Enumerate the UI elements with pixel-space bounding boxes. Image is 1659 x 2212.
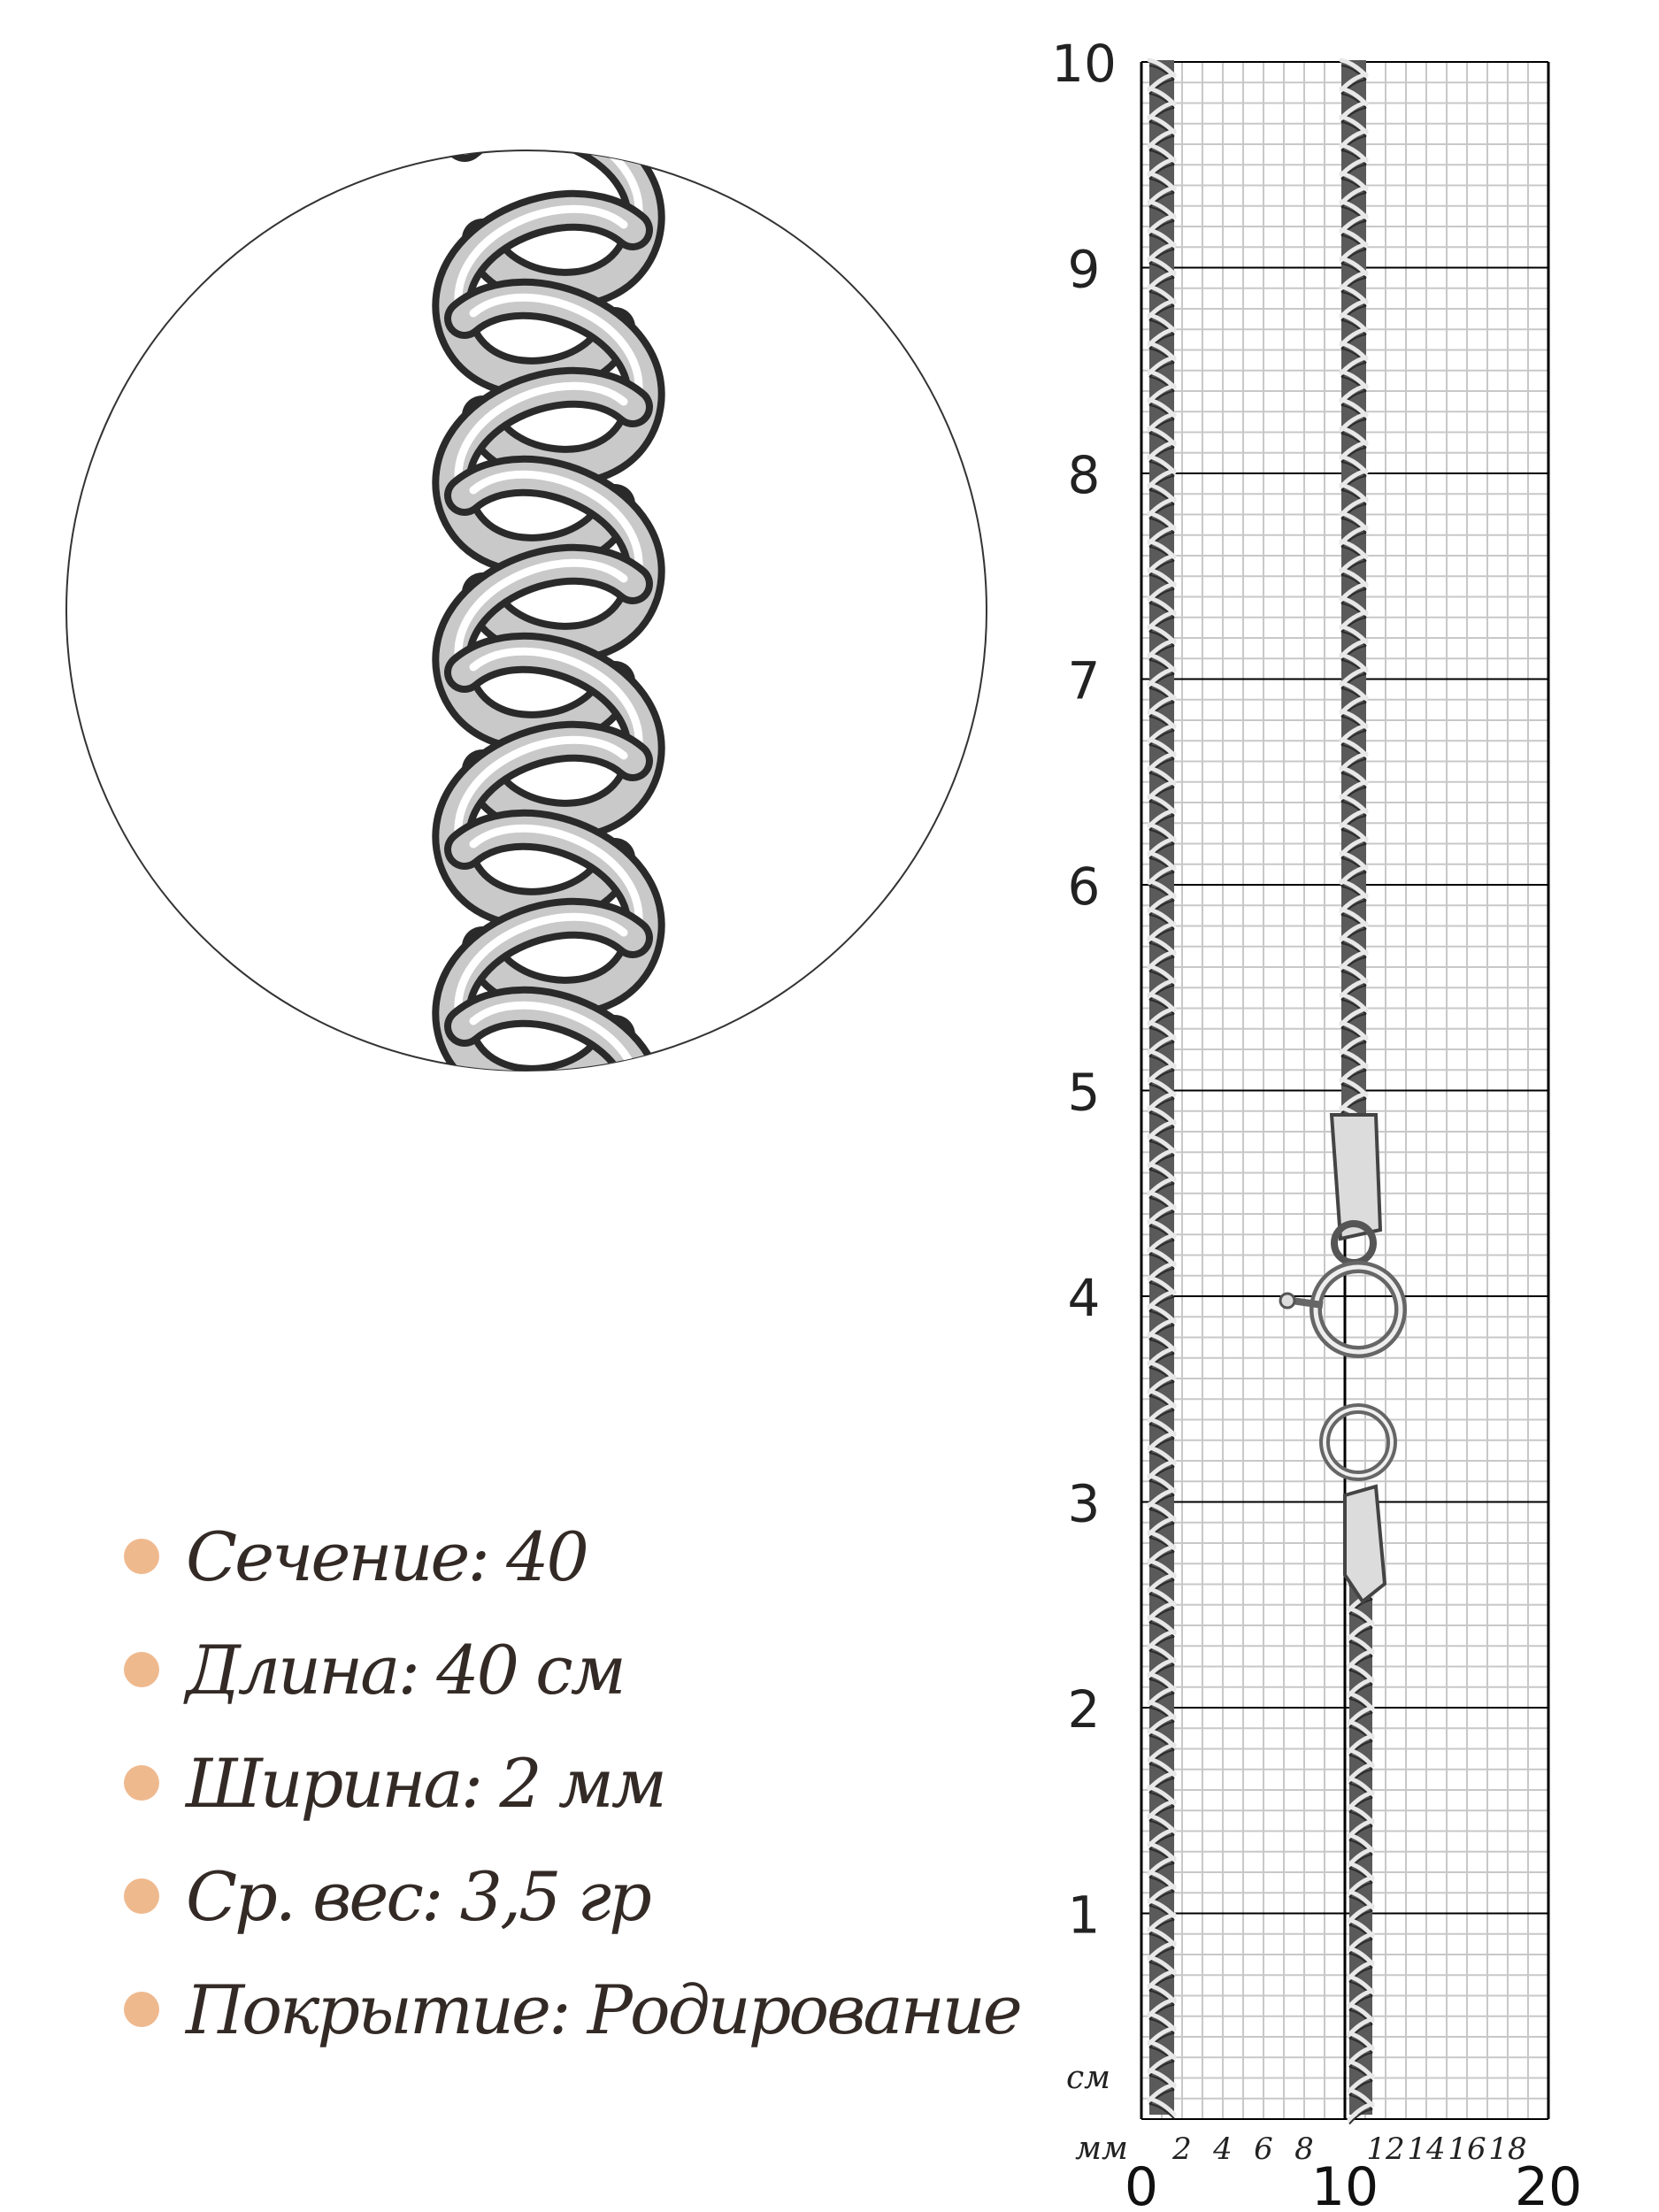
bullet-icon [124,1652,159,1687]
ruler-x-minor-label: 4 [1213,2131,1233,2167]
bullet-icon [124,1539,159,1574]
ruler-x-minor-label: 14 [1407,2131,1446,2167]
ruler-y-tick-label: 6 [1067,856,1101,917]
ruler-x-major-label: 0 [1124,2156,1159,2212]
ruler-y-tick-label: 4 [1067,1268,1101,1328]
chain-strand-left [1149,60,1174,2118]
lever-knob [1280,1294,1294,1308]
ruler-y-tick-label: 10 [1051,34,1117,94]
ruler-x-minor-label: 12 [1366,2131,1405,2167]
ruler-y-labels [1051,34,1117,2096]
bullet-icon [124,1878,159,1914]
ruler-x-minor-label: 2 [1172,2131,1192,2167]
spec-item-section [124,1500,1009,1613]
spring-ring-lever [1292,1301,1323,1305]
ruler-y-tick-label: 8 [1067,445,1101,505]
spec-label: Сечение: 40 [186,1517,587,1596]
ruler-x-minor-label: 16 [1448,2131,1486,2167]
ruler-x-labels [1075,2131,1582,2212]
ruler-x-minor-label: 18 [1488,2131,1527,2167]
ruler-x-major-label: 20 [1514,2156,1583,2212]
ruler-y-tick-label: 9 [1067,239,1101,300]
spec-label: Покрытие: Родирование [186,1970,1020,2049]
ruler-y-tick-label: 3 [1067,1473,1101,1534]
ruler-y-tick-label: 5 [1067,1062,1101,1123]
spec-list [124,1500,1020,2066]
mm-unit-label: мм [1075,2131,1128,2167]
spec-label: Ширина: 2 мм [186,1743,664,1823]
bullet-icon [124,1992,159,2027]
zoom-circle [66,120,987,1174]
ruler-x-major-label: 10 [1310,2156,1379,2212]
spec-item-weight [124,1839,1009,1953]
ruler-x-minor-label: 8 [1294,2131,1314,2167]
spec-item-coating [124,1953,1020,2066]
cm-unit-label: см [1065,2060,1111,2096]
bullet-icon [124,1765,159,1801]
ruler-y-tick-label: 1 [1067,1885,1101,1946]
clasp-tag [1332,1115,1380,1239]
ruler-x-minor-label: 6 [1254,2131,1273,2167]
spec-label: Длина: 40 см [186,1630,624,1709]
spec-item-width [124,1726,1009,1839]
spec-label: Ср. вес: 3,5 гр [186,1856,649,1936]
spec-item-length [124,1613,1009,1726]
clasp-tag [1345,1486,1385,1601]
ruler-y-tick-label: 7 [1067,650,1101,711]
ruler-y-tick-label: 2 [1067,1679,1101,1740]
